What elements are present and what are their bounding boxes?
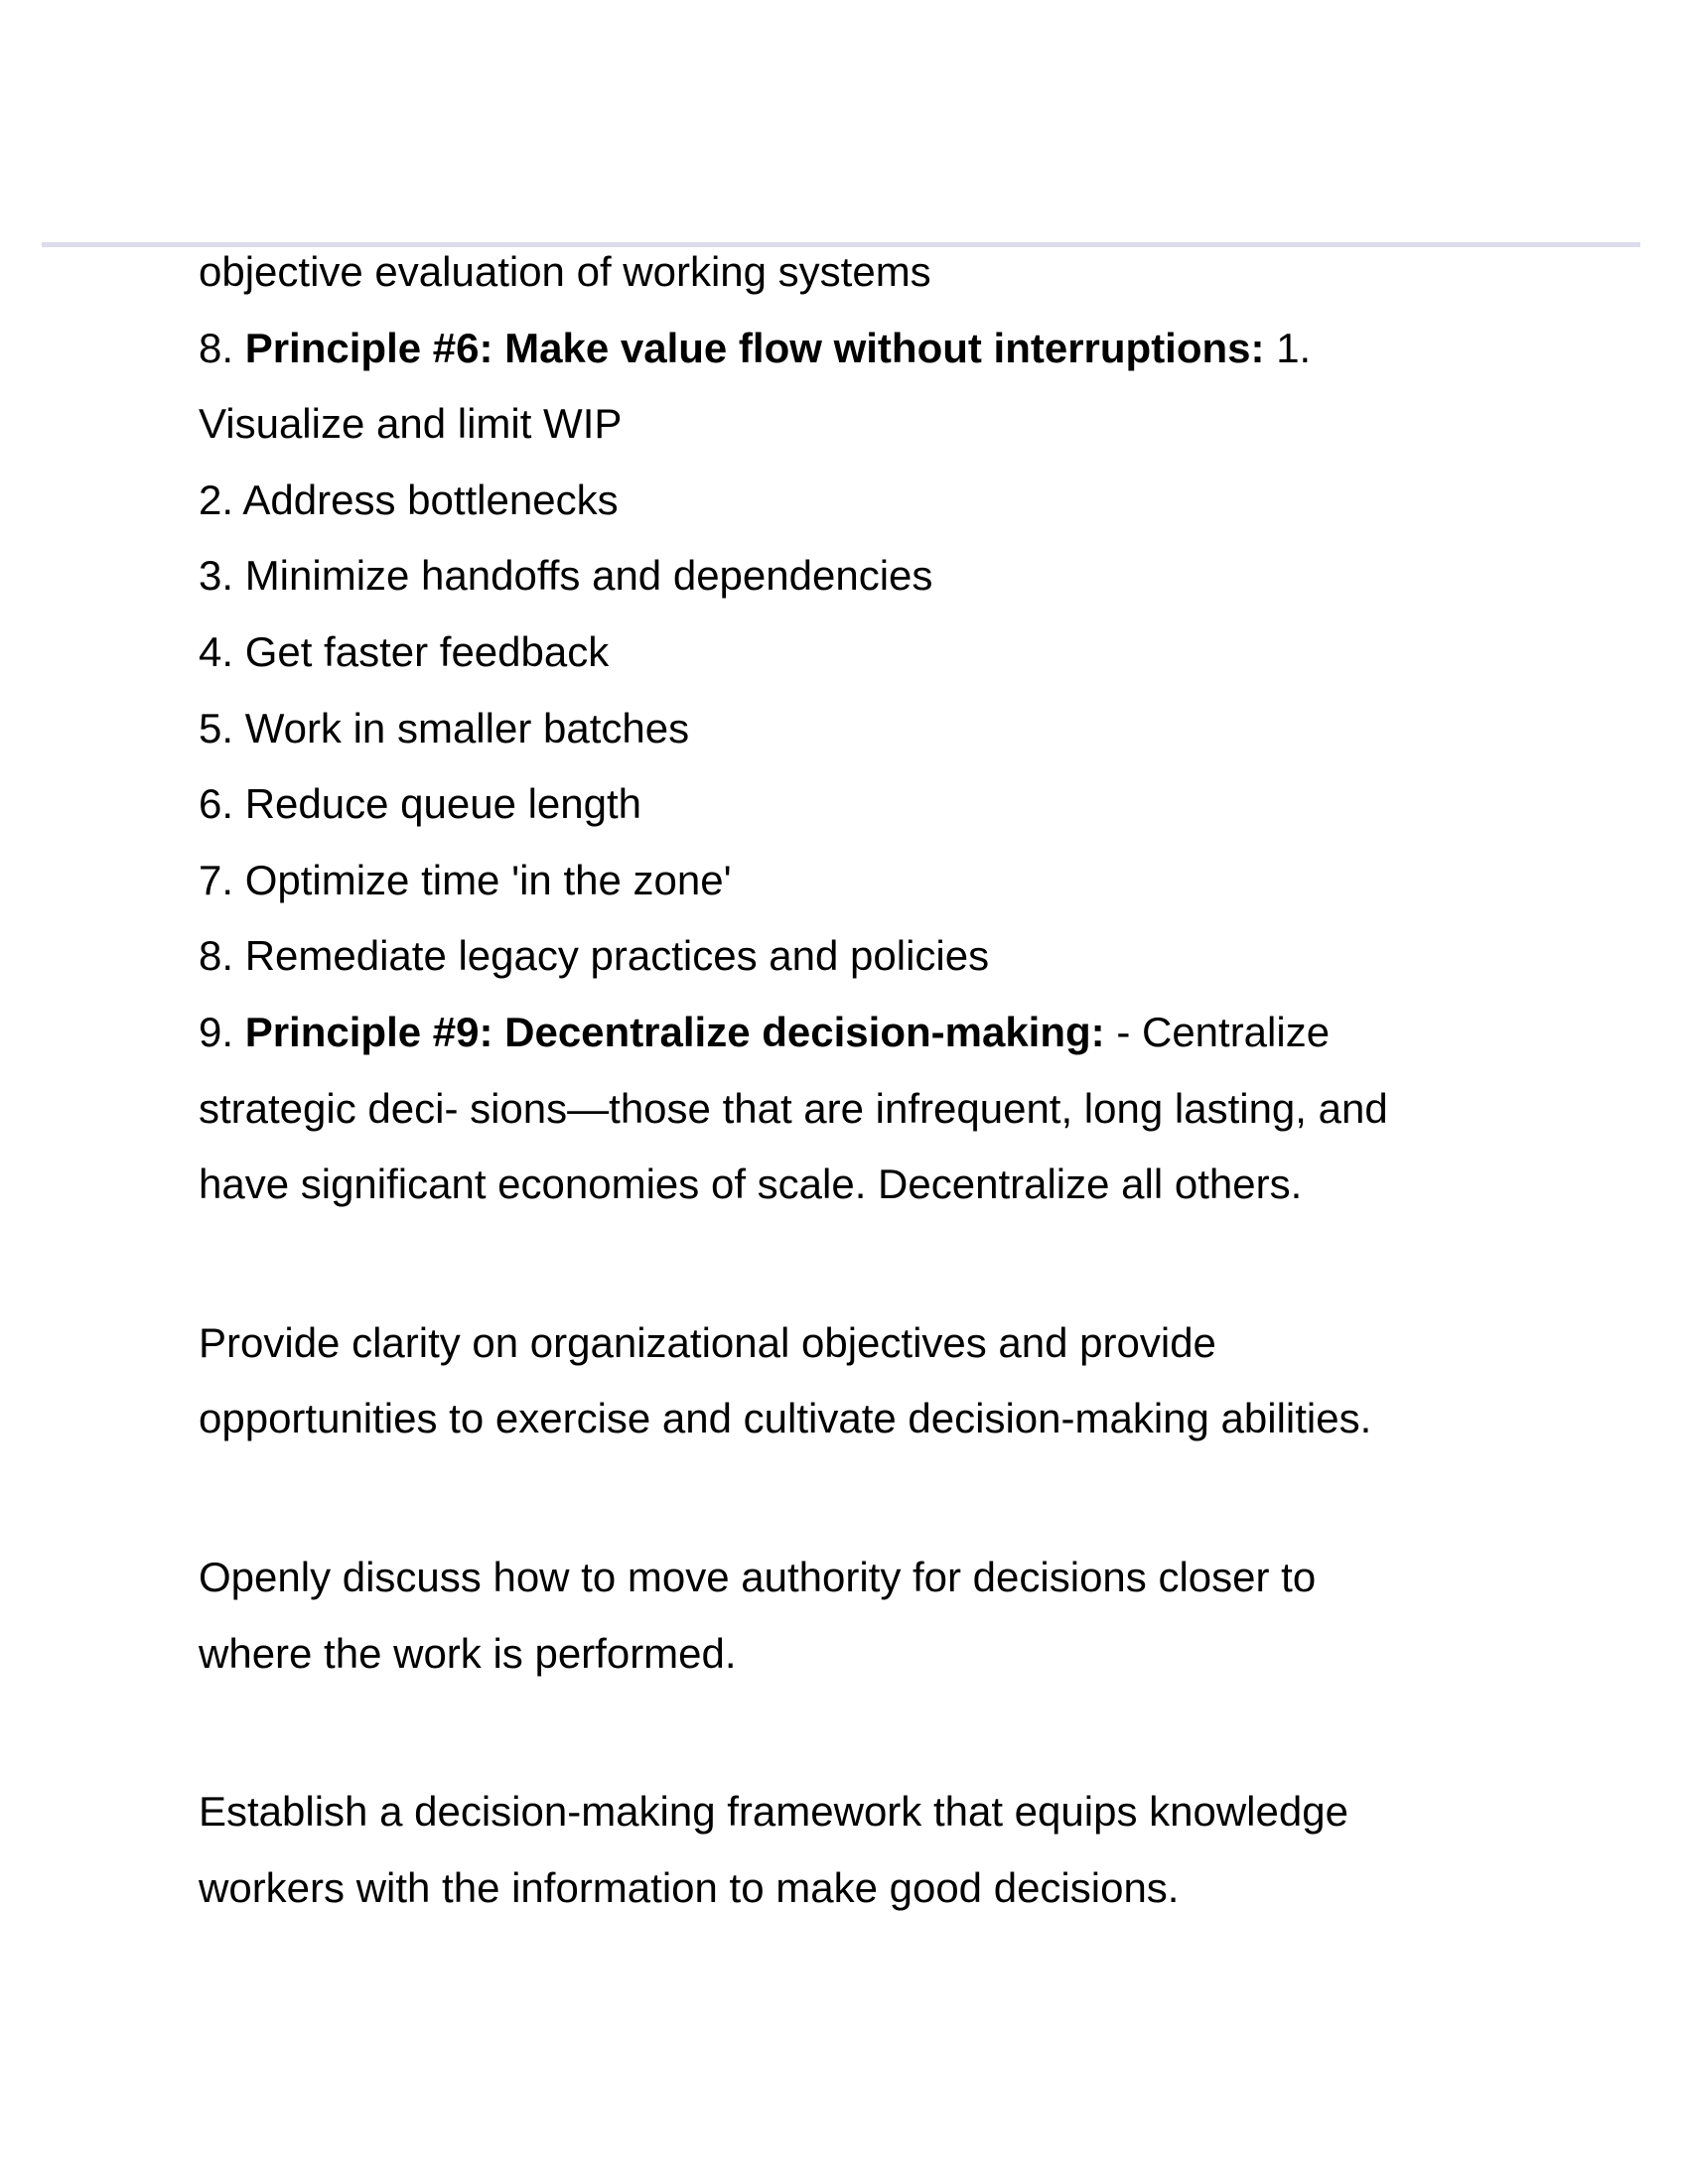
text-line: Provide clarity on organizational objectives and provide <box>199 1318 1216 1366</box>
principle-9-line <box>199 995 1489 1071</box>
paragraph-clarity <box>199 1305 1489 1457</box>
text-line: Openly discuss how to move authority for decisions closer to <box>199 1553 1317 1600</box>
list-item: 8. Remediate legacy practices and policies <box>199 932 990 980</box>
paragraph-framework <box>199 1774 1489 1926</box>
list-item: 6. Reduce queue length <box>199 780 642 828</box>
principle-6-line <box>199 311 1489 387</box>
text-line: have significant economies of scale. Decentralize all others. <box>199 1160 1303 1208</box>
principle-6-heading: Principle #6: Make value flow without interruptions: <box>244 324 1265 371</box>
document-body <box>199 234 1489 1926</box>
list-item: 3. Minimize handoffs and dependencies <box>199 552 933 600</box>
list-item: 2. Address bottlenecks <box>199 476 619 523</box>
list-item: 7. Optimize time 'in the zone' <box>199 856 732 903</box>
list-item: 4. Get faster feedback <box>199 627 610 675</box>
text-line: workers with the information to make good decisions. <box>199 1863 1180 1911</box>
paragraph-authority <box>199 1540 1489 1692</box>
list-number: 8. <box>199 324 234 371</box>
list-number: 1. <box>1276 324 1312 371</box>
text-line: objective evaluation of working systems <box>199 248 931 295</box>
text-line: Establish a decision-making framework that equips knowledge <box>199 1788 1348 1836</box>
principle-9-heading: Principle #9: Decentralize decision-making: <box>244 1008 1105 1055</box>
list-item: 5. Work in smaller batches <box>199 704 690 751</box>
text-line: opportunities to exercise and cultivate decision-making abilities. <box>199 1395 1372 1442</box>
text-fragment: - Centralize <box>1116 1008 1331 1055</box>
list-item: Visualize and limit WIP <box>199 400 623 448</box>
text-line: where the work is performed. <box>199 1629 737 1677</box>
text-line: strategic deci- sions—those that are infrequent, long lasting, and <box>199 1084 1388 1132</box>
list-number: 9. <box>199 1008 234 1055</box>
